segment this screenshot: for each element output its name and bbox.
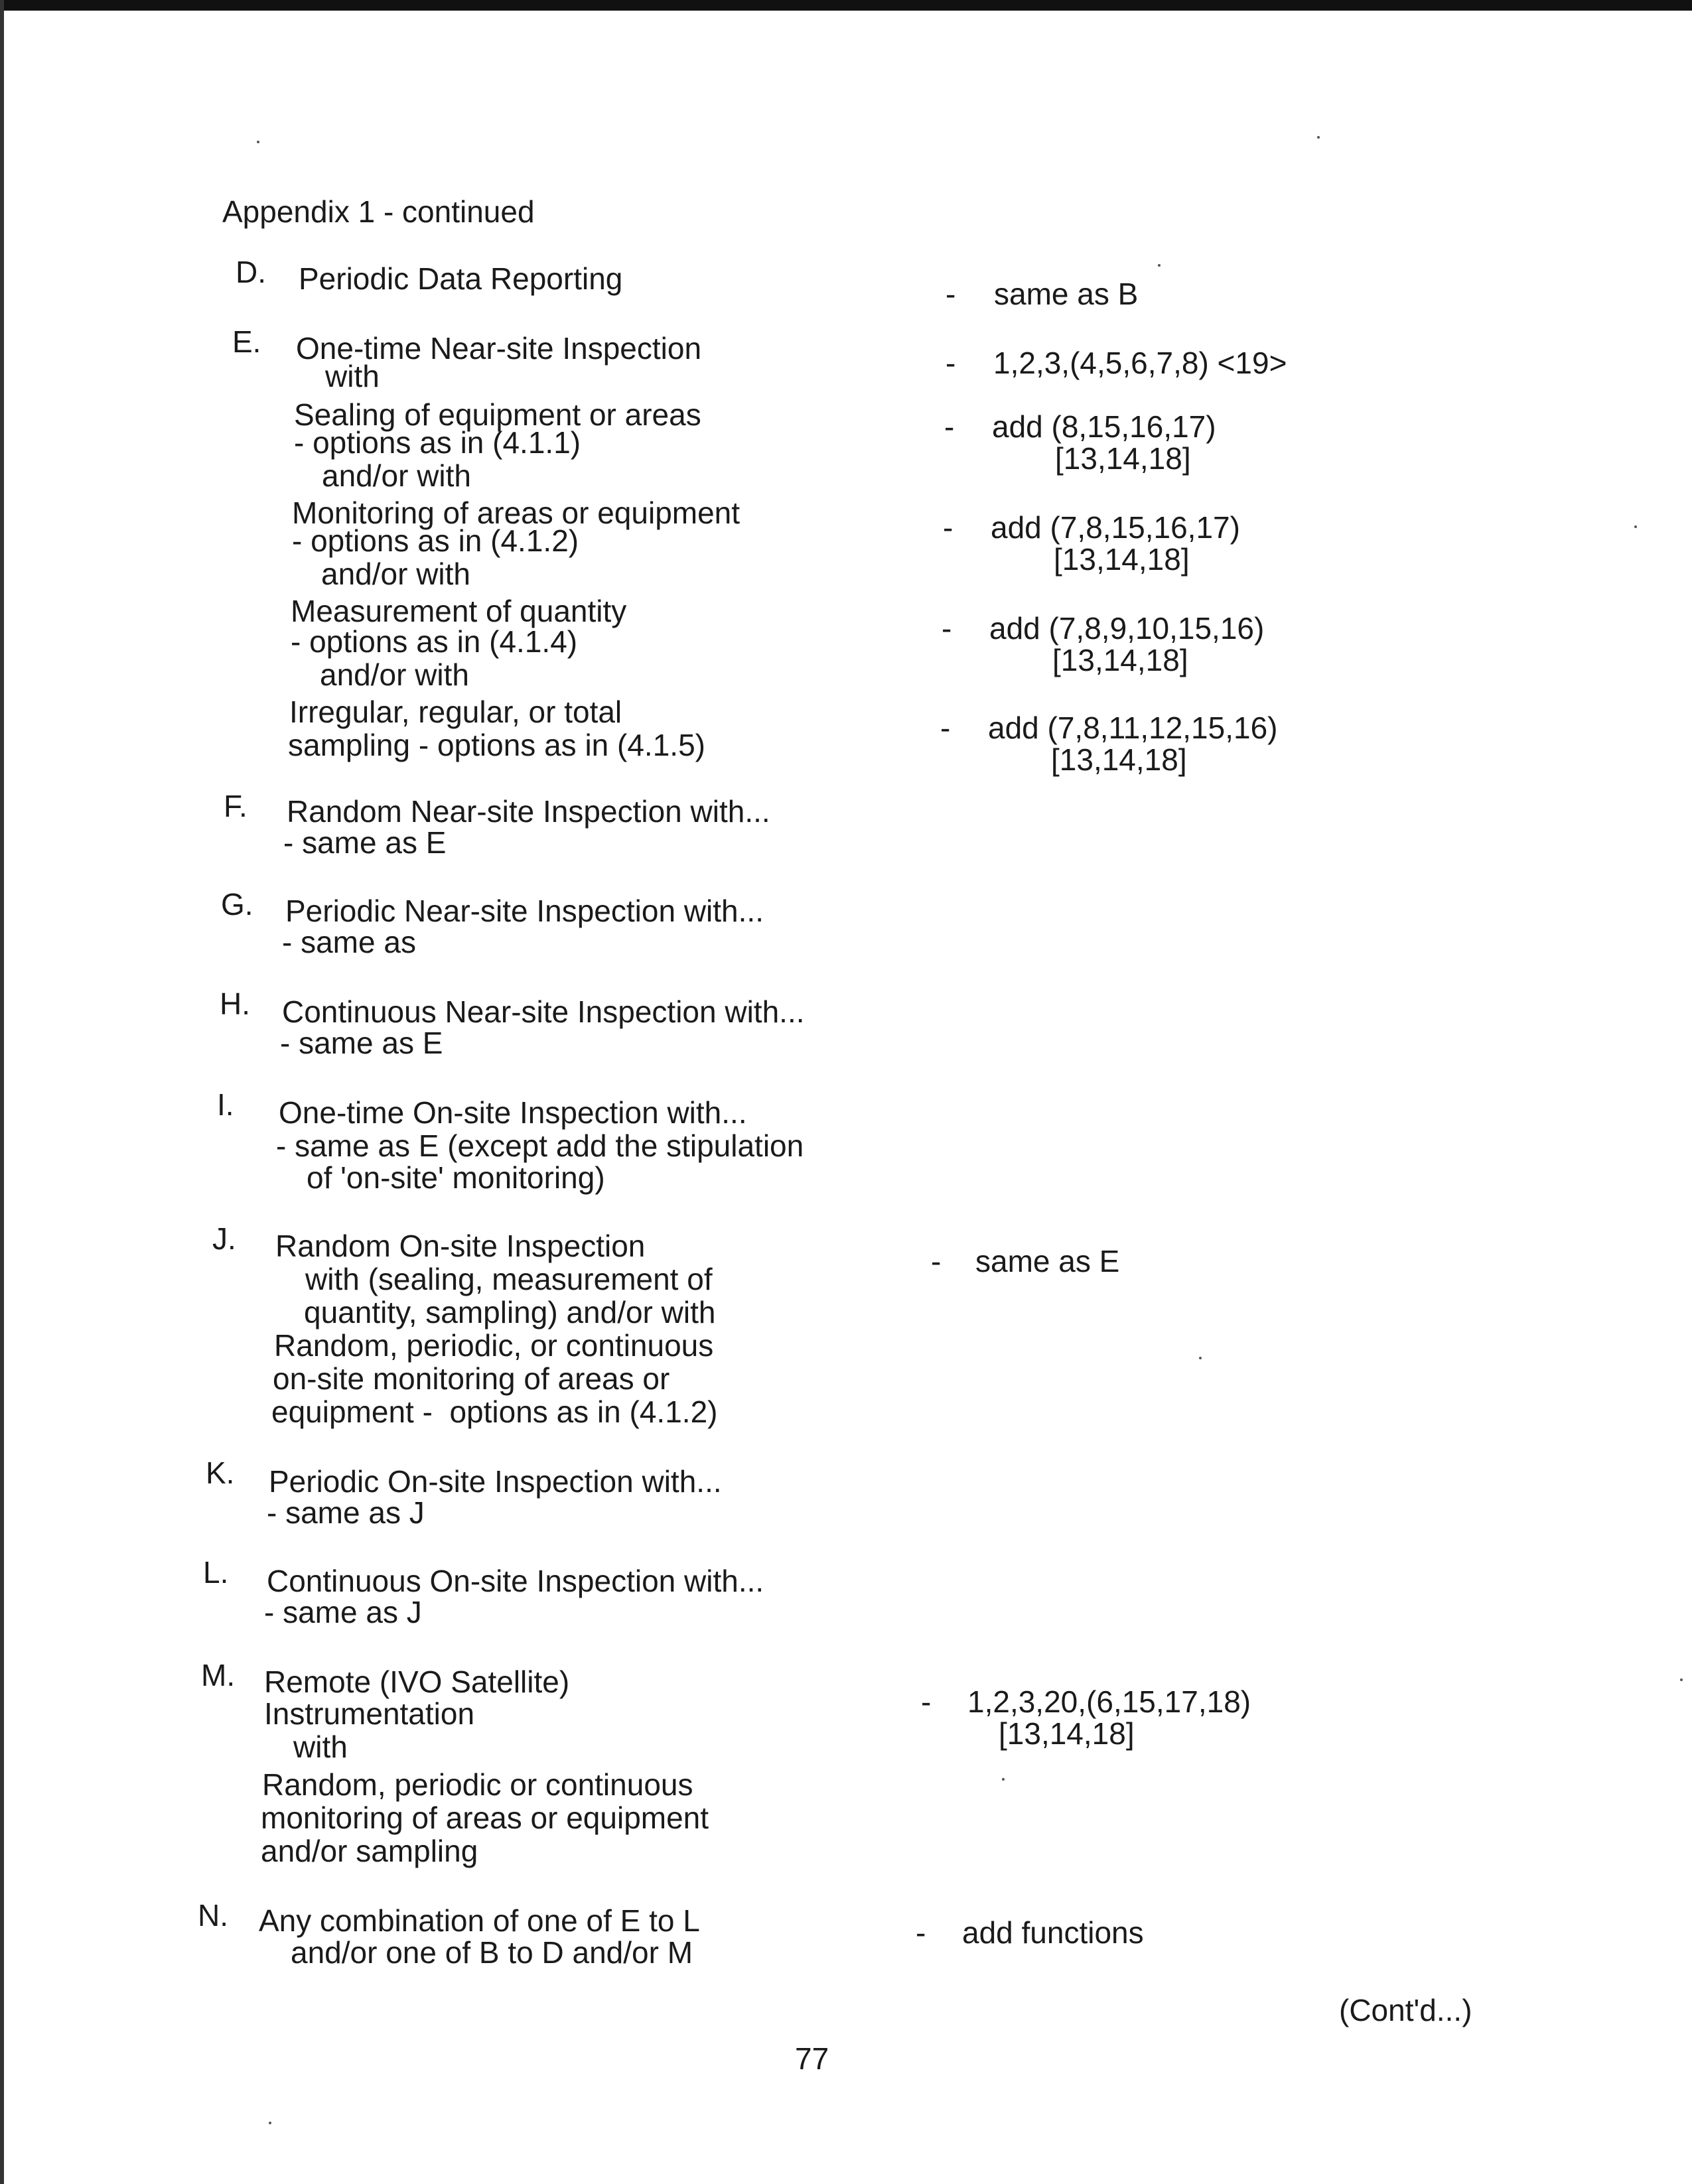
item-j-line: Random, periodic, or continuous xyxy=(274,1328,714,1363)
item-letter-j: J. xyxy=(212,1221,236,1256)
continued-note: (Cont'd...) xyxy=(1339,1993,1472,2027)
right-e4-line: [13,14,18] xyxy=(1052,643,1188,677)
item-h-line: - same as E xyxy=(280,1026,443,1060)
scan-border-top xyxy=(0,0,1692,11)
item-j-line: Random On-site Inspection xyxy=(275,1229,646,1263)
item-letter-f: F. xyxy=(224,789,247,823)
right-m-line: [13,14,18] xyxy=(999,1716,1135,1751)
scan-speck xyxy=(1680,1678,1683,1681)
item-g-line: Periodic Near-site Inspection with... xyxy=(285,894,764,928)
scan-border-left xyxy=(0,0,4,2184)
item-l-line: Continuous On-site Inspection with... xyxy=(267,1564,764,1598)
item-e-line: - options as in (4.1.4) xyxy=(291,624,578,659)
item-g-line: - same as xyxy=(282,925,416,959)
item-e-line: - options as in (4.1.2) xyxy=(292,523,579,558)
right-dash: - xyxy=(942,611,952,646)
scan-speck xyxy=(1002,1778,1005,1781)
right-e5-line: [13,14,18] xyxy=(1051,742,1187,777)
item-e-line: - options as in (4.1.1) xyxy=(294,425,581,460)
item-e-line: and/or with xyxy=(320,657,470,692)
right-e3-line: add (7,8,15,16,17) xyxy=(991,510,1240,545)
item-j-line: with (sealing, measurement of xyxy=(305,1262,713,1296)
item-m-line: with xyxy=(293,1730,348,1764)
item-m-line: monitoring of areas or equipment xyxy=(261,1801,709,1835)
page-number: 77 xyxy=(795,2041,829,2076)
right-e4-line: add (7,8,9,10,15,16) xyxy=(989,611,1265,646)
item-n-line: Any combination of one of E to L xyxy=(259,1903,700,1938)
item-e-line: Measurement of quantity xyxy=(291,594,627,628)
item-m-line: Remote (IVO Satellite) xyxy=(264,1665,570,1699)
right-e2-line: add (8,15,16,17) xyxy=(992,409,1216,444)
right-m-line: 1,2,3,20,(6,15,17,18) xyxy=(967,1684,1251,1719)
item-m-line: and/or sampling xyxy=(261,1834,478,1868)
item-l-line: - same as J xyxy=(264,1595,422,1629)
right-e2-line: [13,14,18] xyxy=(1055,441,1191,476)
item-e-line: and/or with xyxy=(322,458,472,493)
right-d-line: same as B xyxy=(994,277,1139,311)
item-i-line: - same as E (except add the stipulation xyxy=(276,1128,804,1163)
scan-speck xyxy=(1634,525,1637,528)
item-letter-n: N. xyxy=(198,1898,228,1933)
right-e1-line: 1,2,3,(4,5,6,7,8) <19> xyxy=(993,346,1287,380)
item-letter-e: E. xyxy=(232,324,261,359)
right-n-line: add functions xyxy=(962,1915,1144,1950)
appendix-heading: Appendix 1 - continued xyxy=(222,194,535,229)
right-dash: - xyxy=(940,711,951,745)
right-e5-line: add (7,8,11,12,15,16) xyxy=(988,711,1278,745)
item-e-line: Monitoring of areas or equipment xyxy=(292,496,740,530)
item-h-line: Continuous Near-site Inspection with... xyxy=(282,994,805,1029)
item-e-line: Irregular, regular, or total xyxy=(289,695,622,729)
item-n-line: and/or one of B to D and/or M xyxy=(291,1935,693,1970)
right-dash: - xyxy=(943,510,953,545)
scan-speck xyxy=(1199,1357,1202,1359)
item-e-line: and/or with xyxy=(321,557,471,591)
item-j-line: on-site monitoring of areas or xyxy=(273,1361,670,1396)
right-dash: - xyxy=(944,409,955,444)
item-k-line: Periodic On-site Inspection with... xyxy=(269,1464,722,1499)
item-m-line: Random, periodic or continuous xyxy=(262,1767,693,1802)
item-e-line: sampling - options as in (4.1.5) xyxy=(288,728,705,762)
item-i-line: of 'on-site' monitoring) xyxy=(307,1160,605,1195)
item-i-line: One-time On-site Inspection with... xyxy=(279,1095,747,1130)
item-k-line: - same as J xyxy=(267,1495,425,1530)
right-e3-line: [13,14,18] xyxy=(1054,542,1190,577)
item-letter-k: K. xyxy=(206,1456,235,1490)
item-e-line: Sealing of equipment or areas xyxy=(294,397,701,432)
right-j-line: same as E xyxy=(975,1244,1120,1278)
item-j-line: equipment - options as in (4.1.2) xyxy=(271,1395,718,1429)
item-letter-i: I. xyxy=(217,1087,234,1122)
item-f-line: Random Near-site Inspection with... xyxy=(287,794,770,829)
item-e-line: with xyxy=(325,359,380,393)
item-letter-d: D. xyxy=(236,255,266,289)
right-dash: - xyxy=(916,1915,926,1950)
item-letter-l: L. xyxy=(203,1555,229,1590)
item-d-line: Periodic Data Reporting xyxy=(299,261,623,296)
scan-speck xyxy=(257,141,259,143)
right-dash: - xyxy=(946,277,956,311)
right-dash: - xyxy=(921,1684,932,1719)
item-f-line: - same as E xyxy=(283,825,447,860)
item-letter-g: G. xyxy=(221,887,253,921)
item-m-line: Instrumentation xyxy=(264,1696,475,1731)
item-letter-h: H. xyxy=(220,987,250,1021)
scan-speck xyxy=(1158,264,1161,267)
item-e-line: One-time Near-site Inspection xyxy=(296,331,702,366)
item-letter-m: M. xyxy=(201,1658,236,1692)
right-dash: - xyxy=(931,1244,942,1278)
scan-speck xyxy=(269,2122,271,2124)
right-dash: - xyxy=(946,346,956,380)
scan-speck xyxy=(1317,136,1320,139)
item-j-line: quantity, sampling) and/or with xyxy=(304,1295,716,1330)
